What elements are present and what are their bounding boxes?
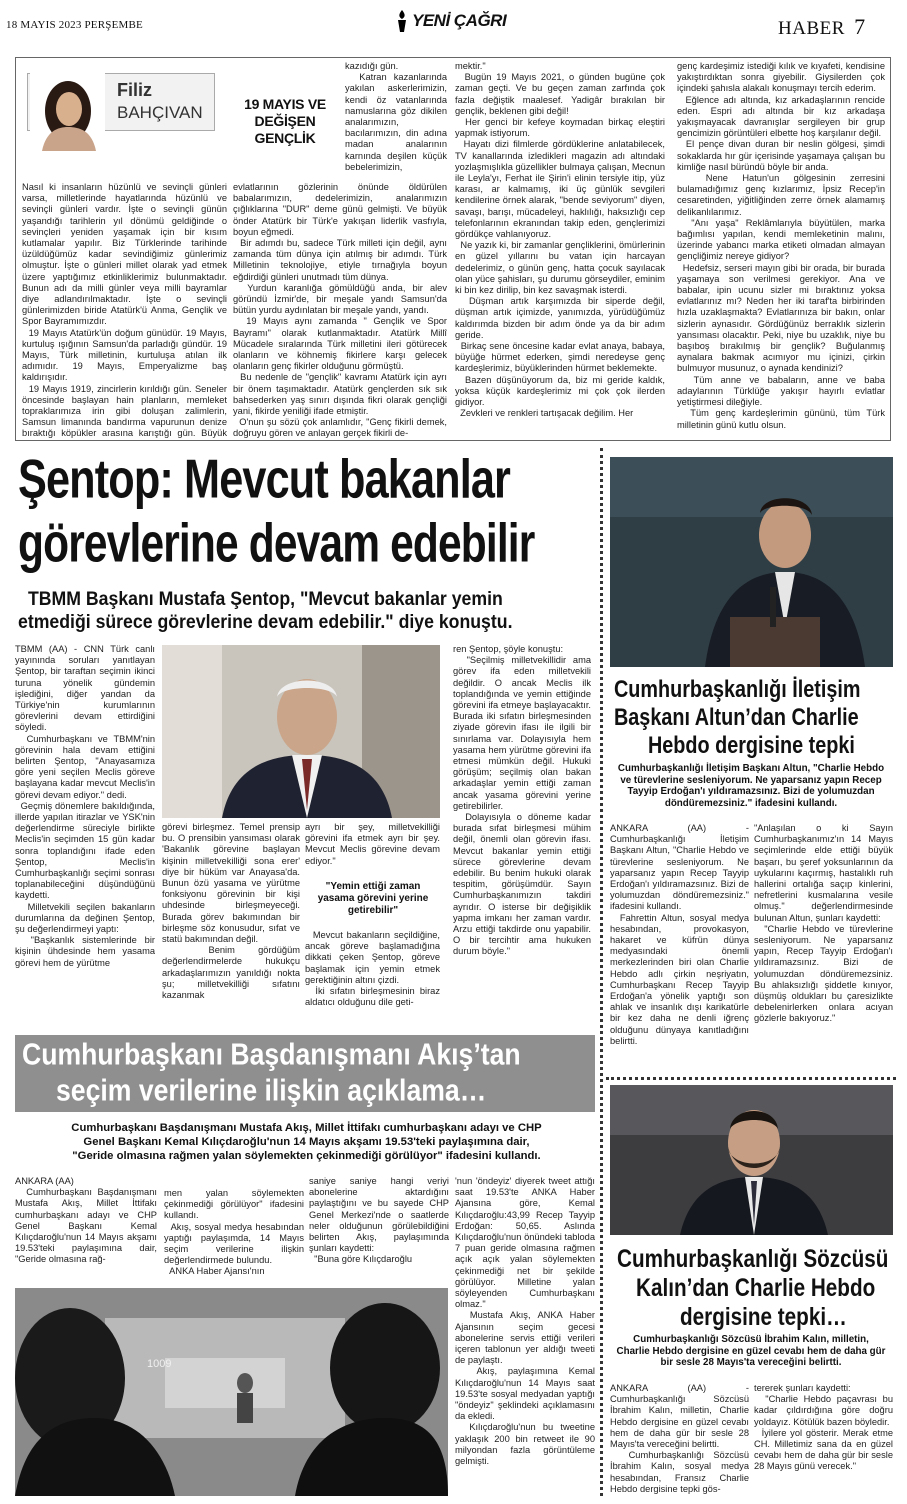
sentop-text-3b: Mevcut bakanların seçildiğine, ancak göreve başlamadığına dikkati çeken Şentop, göreve başlamak için yemin etmek gerektiğinin altını çizdi. İki sıfatın birleşmesinin biraz aldatıcı olduğunu dile geti- bbox=[305, 930, 440, 1008]
sentop-text-2: görevi birleşmez. Temel prensip bu. O prensibin yansıması olarak 'Bakanlık görevine başlayan kişinin milletvekilliği sona erer' diye bir hüküm var Anayasa'da. Bunun özü yasama ve yürütme fonksiyonu görevinin bir kişi uhdesinde birleşmeyeceği. Burada görev bakımından bir birleşme söz konusudur, sıfat ve statü bakımından değil. Benim gördüğüm değerlendirmelerde hukukçu arkadaşlarımızın yanıldığı nokta şu; milletvekilliği sıfatını kazanmak bbox=[162, 822, 300, 1001]
sentop-text-1: TBMM (AA) - CNN Türk canlı yayınında soruları yanıtlayan Şentop, bir taraftan seçimin ikinci turuna yönelik gündemin işlediğini, diğer yandan da Türkiye'nin kurumlarının görevlerini devam ettirdiğini söyledi. Cumhurbaşkanı ve TBMM'nin görevinin hala devam ettiğini belirten Şentop, "Anayasamıza göre yeni seçilen Meclis göreve başlayana kadar mevcut Meclis'in görevi devam ediyor." dedi. Geçmiş dönemlere bakıldığında, illerde yapılan itirazlar ve YSK'nin değerlendirme süreciyle birlikte Meclis'in seçimden 15 gün kadar sonra toplandığını ifade eden Şentop, Meclis'in Cumhurbaşkanlığı seçimi sonrası toplanabileceğini düşündüğünü kaydetti. Milletvekili seçilen bakanların durumlarına da değinen Şentop, şu değerlendirmeyi yaptı: "Başkanlık sistemlerinde bir kişinin ühdesinde hem yasama görevi hem de yürütme bbox=[15, 644, 155, 968]
logo-text: YENİ ÇAĞRI bbox=[412, 11, 507, 30]
altun-separator bbox=[606, 1077, 896, 1080]
column-text-1: Nasıl ki insanların hüzünlü ve sevinçli günleri varsa, milletlerinde hayatlarında hüzünlü ve sevinçli günleri vardır. İşte o sevinçli günün yaşandığı tarihlerin yıl dönümü geldiğinde o sevinçleri yeniden yaşamak için bir kısım kutlamalar yapılır. Biz Türklerinde tarihinde üzüldüğümüz kadar sevindiğimiz günlerimiz olmuştur. İşte o günleri millet olarak yad etmek üzere yaptığımız etkinliklerimiz bulunmaktadır. Bunun adı da milli günler veya milli bayramlar diye adlandırılmaktadır. İşte o sevinçli günlerimizden biride Atatürk'ü Anma, Gençlik ve Spor Bayramımızdır. 19 Mayıs Atatürk'ün doğum günüdür. 19 Mayıs, kurtuluş ışığının Samsun'da parladığı gündür. 19 Mayıs, Türk milletinin, kurtuluşa atılan ilk adımıdır. 19 Mayıs, Emperyalizme baş kaldırışıdır. 19 Mayıs 1919, zincirlerin kırıldığı gün. Seneler öncesinde başlayan hain planların, memleket topraklarımıza irin gibi doluşan zalimlerin, Samsun limanında bandırma vapurunun denize bıraktığı köpükler arasına karıştığı gün. Büyük bbox=[22, 182, 227, 438]
sentop-text-3a: ayrı bir şey, milletvekilliği görevini ifa etmek ayrı bir şey. Mevcut Meclis görevine devam ediyor." bbox=[305, 822, 440, 866]
column-title-line2: DEĞİŞEN GENÇLİK bbox=[254, 113, 316, 146]
author-last-name: BAHÇIVAN bbox=[117, 103, 203, 122]
kalin-headline-2: Kalın’dan Charlie Hebdo bbox=[636, 1273, 876, 1302]
column-text-3: mektir." Bugün 19 Mayıs 2021, o günden bugüne çok zaman geçti. Ve bu geçen zaman zarfında çok fazla değiştik maalesef. Yadigâr bırakılan bir gençlik, beklenen gibi değil! Her genci bir kefeye koymadan birkaç eleştiri yapmak istiyorum. Hayatı dizi filmlerde gördüklerine anlatabilecek, TV kanallarında izledikleri magazin adı altındaki yozlaşmışlıkla güzellikler bulmaya çalışan, Mecnun ile Leyla'yı, Ferhat ile Şirin'i elinin tersiyle itip, yüz karası, ar kalmamış, iki üç günlük sevgileri kendilerine örnek alarak, "bende seviyorum" diyen, savaşı, barışı, mücadeleyi, haklılığı, haksızlığı cep telefonlarının ekranından takip eden, gençlerimizi gördükçe vahlanıyoruz. Ne yazık ki, bir zamanlar gençliklerini, ömürlerinin en güzel yıllarını bu vatan için harcayan dedelerimiz, o günün genç, hatta çocuk sayılacak olan yüce şahisları, şu durumu görseydiler, eminim ki bin kez dirilip, bin kez savaşmak isterdi. Düşman artık karşımızda bir siperde değil, düşman artık içimizde, yanımızda, yürüdüğümüz kaldırımda bizden bir adım önde ya da bir adım geride. Birkaç sene öncesine kadar evlat anaya, babaya, büyüğe hürmet ederken, şimdi neredeyse genç kardeşlerimiz, büyüklerinden hürmet beklemekte. Bazen düşünüyorum da, biz mi geride kaldık, yoksa küçük kardeşlerimiz mi çok çok ilerden gidiyor. Zevkleri ve renkleri tartışacak değilim. Her bbox=[455, 61, 665, 419]
kalin-text-2: tererek şunları kaydetti: "Charlie Hebdo paçavrası bu kadar çıldırdığına göre doğru yoldayız. Kötülük bazen böyledir. İyilere yol gösterir. Merak etme CH. Milletimiz sana da en güzel cevabı hem de daha gür bir sesle 28 Mayıs günü verecek." bbox=[754, 1383, 893, 1472]
column-text-2b: evlatlarının gözlerinin önünde öldürülen babalarımızın, dedelerimizin, analarımızın çığlıklarına "DUR" deme günü gelmişti. Ve büyük önder Atatürk bir Türk'e yakışan liderlik vasfıyla, boyun eğmedi. Bir adımdı bu, sadece Türk milleti için değil, aynı zamanda tüm dünya için atılmış bir adımdı. Türk Milletinin teknolojiye, etiyle tırnağıyla boyun eğdirdiği günleri unutmadı tüm dünya. Yurdun karanlığa gömüldüğü anda, bir alev göründü İzmir'de, bir meşale yandı Samsun'da bütün yurdu aydınlatan bir meşale yandı, yandı. 19 Mayıs aynı zamanda " Gençlik ve Spor Bayramı" olarak kutlanmaktadır. Atatürk Millî Mücadele sıralarında Türk milletini ileri götürecek olanların ve köhnemiş fikirlere karşı gelecek olanların genç fikirler olduğunu görmüştü. Bu nedenle de "gençlik" kavramı Atatürk için ayrı bir önem taşımaktadır. Atatürk gençlerden sık sık bahsederken yaş sınırı dışında fikri olarak gençliği yani, fikirde yeniliği ifade etmiştir. O'nun şu sözü çok anlamlıdır, "Genç fikirli demek, doğruyu gören ve anlayan gerçek fikirli de- bbox=[233, 182, 447, 438]
issue-date: 18 MAYIS 2023 PERŞEMBE bbox=[6, 19, 143, 31]
altun-subhead: Cumhurbaşkanlığı İletişim Başkanı Altun, "Charlie Hebdo ve türevlerine sesleniyorum. Ne yaparsanız yapın Recep Tayyip Erdoğan'ı yıldıramazsınız. Bizi de yolumuzdan döndüremezsiniz." ifadesini kullandı. bbox=[617, 763, 885, 809]
akis-subhead-1: Cumhurbaşkanı Başdanışmanı Mustafa Akış, Millet İttifakı cumhurbaşkanı adayı ve CHP bbox=[71, 1122, 542, 1134]
altun-headline-1: Cumhurbaşkanlığı İletişim bbox=[614, 675, 861, 703]
kalin-headline-3: dergisine tepki… bbox=[680, 1302, 847, 1331]
kalin-headline-1: Cumhurbaşkanlığı Sözcüsü bbox=[617, 1244, 889, 1273]
akis-text-4: 'nun 'öndeyiz' diyerek tweet attığı saat 19.53'te ANKA Haber Ajansına göre, Kemal Kılıçdaroğlu:43,99 Recep Tayyip Erdoğan: 50,65. Aslında Kılıçdaroğlu'nun önündeki tabloda 7 puan geride olmasına rağmen açık açık yalan söylemekten çekinmediği net bir şekilde görülüyor. Milletine yalan söyleyenden Cumhurbaşkanı olmaz." Mustafa Akış, ANKA Haber Ajansının seçim gecesi abonelerine servis ettiği verileri içeren tablonun yer aldığı tweeti de paylaştı. Akış, paylaşımına Kemal Kılıçdaroğlu'nun 14 Mayıs saat 19.53'te sosyal medyadan yaptığı "öndeyiz" şeklindeki açıklamasını da ekledi. Kılıçdaroğlu'nun bu tweetine yaklaşık 200 bin retweet ile 90 milyondan fazla görüntüleme gelmişti. bbox=[455, 1176, 595, 1467]
section-label: HABER bbox=[778, 18, 845, 39]
altun-text-1: ANKARA (AA) - Cumhurbaşkanlığı İletişim Başkanı Altun, "Charlie Hebdo ve türevlerine sesleniyorum. Ne yaparsanız yapın Recep Tayyip Erdoğan'ı yıldıramazsınız. Bizi de yolumuzdan döndüremezsiniz." ifadesini kullandı. Fahrettin Altun, sosyal medya hesabından, provokasyon, hakaret ve küfrün dünya medyasındaki önemli merkezlerinden biri olan Charlie Hebdo adlı çirkin neşriyatın, Cumhurbaşkanı Recep Tayyip Erdoğan'a yönelik yaptığı son ahlak ve insanlık dışı karikatürle bir kez daha ne denli iğrenç olduğunu dünyaya kanıtladığını belirtti. bbox=[610, 823, 749, 1046]
sentop-photo bbox=[162, 645, 440, 818]
akis-headline-2: seçim verilerine ilişkin açıklama… bbox=[56, 1073, 487, 1108]
akis-subhead-3: "Geride olmasına rağmen yalan söylemekten çekinmediği görülüyor" ifadesini kullandı. bbox=[72, 1150, 541, 1162]
sentop-text-4: ren Şentop, şöyle konuştu: "Seçilmiş milletvekillidir ama görev ifa eden milletvekili değildir. O ancak Meclis ilk toplandığında ve yemin ettiğinde görevini ifa etmeye başlayacaktır. Burada iki sıfatın birleşmesinden ziyade görevin ifası ile ilgili bir sınırlama var. Dolayısıyla hem yasama hem yürütme görevini ifa etmesi mümkün değil. Hukuki görüşüm; seçilmiş olan bakan arkadaşlar yemin ettiği zaman ancak yasama görevini yerine getirebilirler. Dolayısıyla o döneme kadar burada sıfat birleşmesi mühim değil, önemli olan görevin ifası. Mevcut bakanlar yemin ettiği sürece görevlerine devam edebilir. Bu benim hukuki olarak tespitim, görüşümdür. Sayın Cumhurbaşkanımızın takdiri ayrıdır. O isterse bir değişiklik yapma imkanı her zaman vardır. Arzu ettiği takdirde onu yapabilir. O bir tercihtir ama hukuken durum böyle." bbox=[453, 644, 591, 957]
section-name bbox=[778, 14, 866, 40]
column-title bbox=[225, 96, 345, 147]
akis-headline-1: Cumhurbaşkanı Başdanışmanı Akış’tan bbox=[22, 1037, 521, 1072]
column-separator bbox=[600, 448, 603, 1496]
akis-photo bbox=[15, 1288, 448, 1496]
column-text-4: genç kardeşimiz istediği kılık ve kıyafeti, kendisine yakıştırdıktan sonra giyebilir. Giysilerden çok içindeki şahısla alakalı konuşmayı tercih ederim. Eğlence adı altında, kız arkadaşlarının rencide eden. Espri adı altında bir kız arkadaşa yakışmayacak davranışlar sergileyen bir grup gencimizin görüntüleri elbette hoş karşılanır değil. El pençe divan duran bir neslin gölgesi, şimdi sokaklarda hır gür içerisinde yaşamaya çalışan bu kimliğe nasıl büründü böyle bir anda. Nene Hatun'un gölgesinin zerresini bulamadığımız genç kızlarımız, İpsiz Recep'in cesaretinden, yiğitliğinden zerre örnek alamamış delikanlılarımız. "Anı yaşa" Reklâmlarıyla büyütülen, marka bağımlısı yapılan, kendi memleketinin malını, üzerinde yabancı marka etiketi olmadan almayan gençliğimiz nereye gidiyor? Hedefsiz, serseri mayın gibi bir orada, bir burada yaşamaya son verilmesi gerekiyor. Ana ve babalar, ipin ucunu sizler mi bıraktınız yoksa evlatlarınız mı? Neden her iki taraf'ta birbirinden hızla uzaklaşmakta? Evlatlarınıza bir bakın, onlar sizlerin aynasıdır. Gördüğünüz berraklık sizlerin yansıması olacaktır. Peki, niye bu uzaklık, niye bu başıboş bırakılmış bir gençlik? Buğulanmış aynalara bakmak acımıyor mu içinizi, çirkin bulmuyor musunuz, o aynada kendinizi? Tüm anne ve babaların, anne ve baba adaylarının Türklüğe yakışır hayırlı evlatlar yetiştirmesi dileğiyle. Tüm genç kardeşlerimin gününü, tüm Türk milletinin günü kutlu olsun. bbox=[677, 61, 885, 430]
akis-photo-number: 1009 bbox=[147, 1358, 172, 1370]
kalin-photo bbox=[610, 1085, 893, 1235]
akis-text-2: men yalan söylemekten çekinmediği görülüyor" ifadesini kullandı. Akış, sosyal medya hesabından yaptığı paylaşımda, 14 Mayıs seçim verilerine ilişkin değerlendirmede bulundu. ANKA Haber Ajansı'nın bbox=[164, 1188, 304, 1277]
column-text-2a: kazıdığı gün. Katran kazanlarında yakılan askerlerimizin, kendi öz vatanlarında namuslarına göz dikilen analarımızın, bacılarımızın, din adına madan analarının karnında deşilen küçük bebelerimizin, bbox=[345, 61, 447, 172]
author-photo bbox=[30, 73, 105, 151]
newspaper-logo bbox=[395, 10, 506, 32]
akis-subhead bbox=[15, 1121, 598, 1163]
altun-headline-2: Başkanı Altun’dan Charlie bbox=[614, 703, 859, 731]
sentop-headline-2: görevlerine devam edebilir bbox=[18, 512, 535, 574]
akis-text-3: saniye saniye hangi veriyi abonelerine aktardığını paylaştığını ve bu sayede CHP Genel Merkezi'nde o saatlerde neler olduğunun görülebildiğini belirten Akış, paylaşımında şunları kaydetti: "Buna göre Kılıçdaroğlu bbox=[309, 1176, 449, 1265]
sentop-subhead-2: etmediği sürece görevlerine devam edebilir." diye konuştu. bbox=[18, 612, 513, 633]
author-first-name: Filiz bbox=[117, 80, 152, 100]
altun-headline-3: Hebdo dergisine tepki bbox=[648, 731, 855, 759]
kalin-subhead: Cumhurbaşkanlığı Sözcüsü İbrahim Kalın, milletin, Charlie Hebdo dergisine en güzel cevabı hem de daha gür bir sesle 28 Mayıs'ta vereceğini belirtti. bbox=[616, 1334, 886, 1369]
kalin-text-1: ANKARA (AA) - Cumhurbaşkanlığı Sözcüsü İbrahim Kalın, milletin, Charlie Hebdo dergisine en güzel cevabı hem de daha gür bir sesle 28 Mayıs'ta vereceğini belirtti. Cumhurbaşkanlığı Sözcüsü İbrahim Kalın, sosyal medya hesabından, Fransız Charlie Hebdo dergisine tepki gös- bbox=[610, 1383, 749, 1494]
sentop-subhead-1: TBMM Başkanı Mustafa Şentop, "Mevcut bakanlar yemin bbox=[28, 589, 503, 610]
page-number: 7 bbox=[854, 14, 866, 39]
altun-photo bbox=[610, 457, 893, 667]
sentop-pull-quote: "Yemin ettiği zaman yasama görevini yerine getirebilir" bbox=[317, 881, 429, 916]
sentop-headline-1: Şentop: Mevcut bakanlar bbox=[18, 448, 511, 510]
akis-text-1: ANKARA (AA) Cumhurbaşkanı Başdanışmanı Mustafa Akış, Millet İttifakı cumhurbaşkanı adayı ve CHP Genel Başkanı Kemal Kılıçdaroğlu'nun 14 Mayıs akşamı 19.53'teki paylaşımına dair, "Geride olmasına rağ- bbox=[15, 1176, 157, 1265]
torch-icon bbox=[395, 10, 409, 32]
column-title-line1: 19 MAYIS VE bbox=[244, 96, 326, 112]
akis-subhead-2: Genel Başkanı Kemal Kılıçdaroğlu'nun 14 Mayıs akşamı 19.53'teki paylaşımına dair, bbox=[83, 1136, 530, 1148]
altun-text-2: "Anlaşılan o ki Sayın Cumhurbaşkanımız'ın 14 Mayıs seçimlerinde elde ettiği büyük başarı, bu şeref yoksunlarının da uykularını kaçırmış, hastalıklı ruh hallerini ortalığa saçıp kinlerini, nefretlerini kusmalarına vesile olmuş." değerlendirmesinde bulunan Altun, şunları kaydetti: "Charlie Hebdo ve türevlerine sesleniyorum. Ne yaparsanız yapın, Recep Tayyip Erdoğan'ı yıldıramazsınız. Bizi de yolumuzdan döndüremezsiniz. Bu ahlaksızlığı şiddetle kınıyor, düşmüş oldukları bu çaresizlikte debelenirlerken onlara acıyan gözlerle bakıyoruz." bbox=[754, 823, 893, 1024]
